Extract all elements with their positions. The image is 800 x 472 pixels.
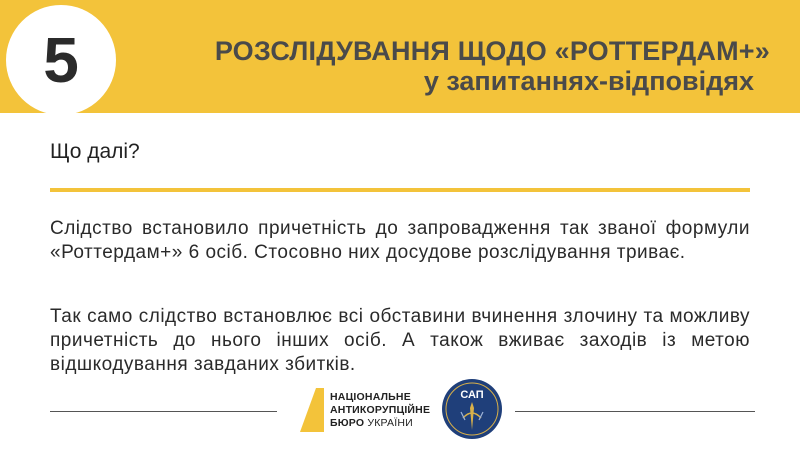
divider-rule	[50, 188, 750, 192]
nabu-logo	[300, 385, 430, 435]
nabu-line-3-bold: БЮРО	[330, 416, 365, 429]
nabu-mark-icon	[300, 388, 324, 432]
nabu-line-3-light: УКРАЇНИ	[367, 416, 413, 429]
footer-rule-left	[50, 411, 277, 412]
answer-paragraph-2: Так само слідство встановлює всі обставини вчинення злочину та можливу причетність до нього інших осіб. А також вживає заходів із метою відшкодування завданих збитків.	[50, 306, 750, 375]
nabu-wordmark	[330, 391, 430, 430]
nabu-line-2: АНТИКОРУПЦІЙНЕ	[330, 403, 431, 416]
nabu-line-1: НАЦІОНАЛЬНЕ	[330, 390, 411, 403]
sap-emblem-icon	[441, 378, 503, 440]
title-line-2: у запитаннях-відповідях	[423, 66, 754, 96]
header-banner	[0, 0, 800, 113]
title-line-1: РОЗСЛІДУВАННЯ ЩОДО «РОТТЕРДАМ+»	[214, 36, 770, 66]
nabu-line-3	[330, 417, 430, 430]
sap-label: САП	[460, 389, 484, 401]
number-badge-text: 5	[43, 24, 79, 96]
footer-rule-right	[515, 411, 755, 412]
answer-paragraph-1: Слідство встановило причетність до запровадження так званої формули «Роттердам+» 6 осіб. Стосовно них досудове розслідування триває.	[50, 218, 750, 263]
question-heading: Що далі?	[50, 140, 140, 163]
number-badge	[6, 5, 116, 115]
